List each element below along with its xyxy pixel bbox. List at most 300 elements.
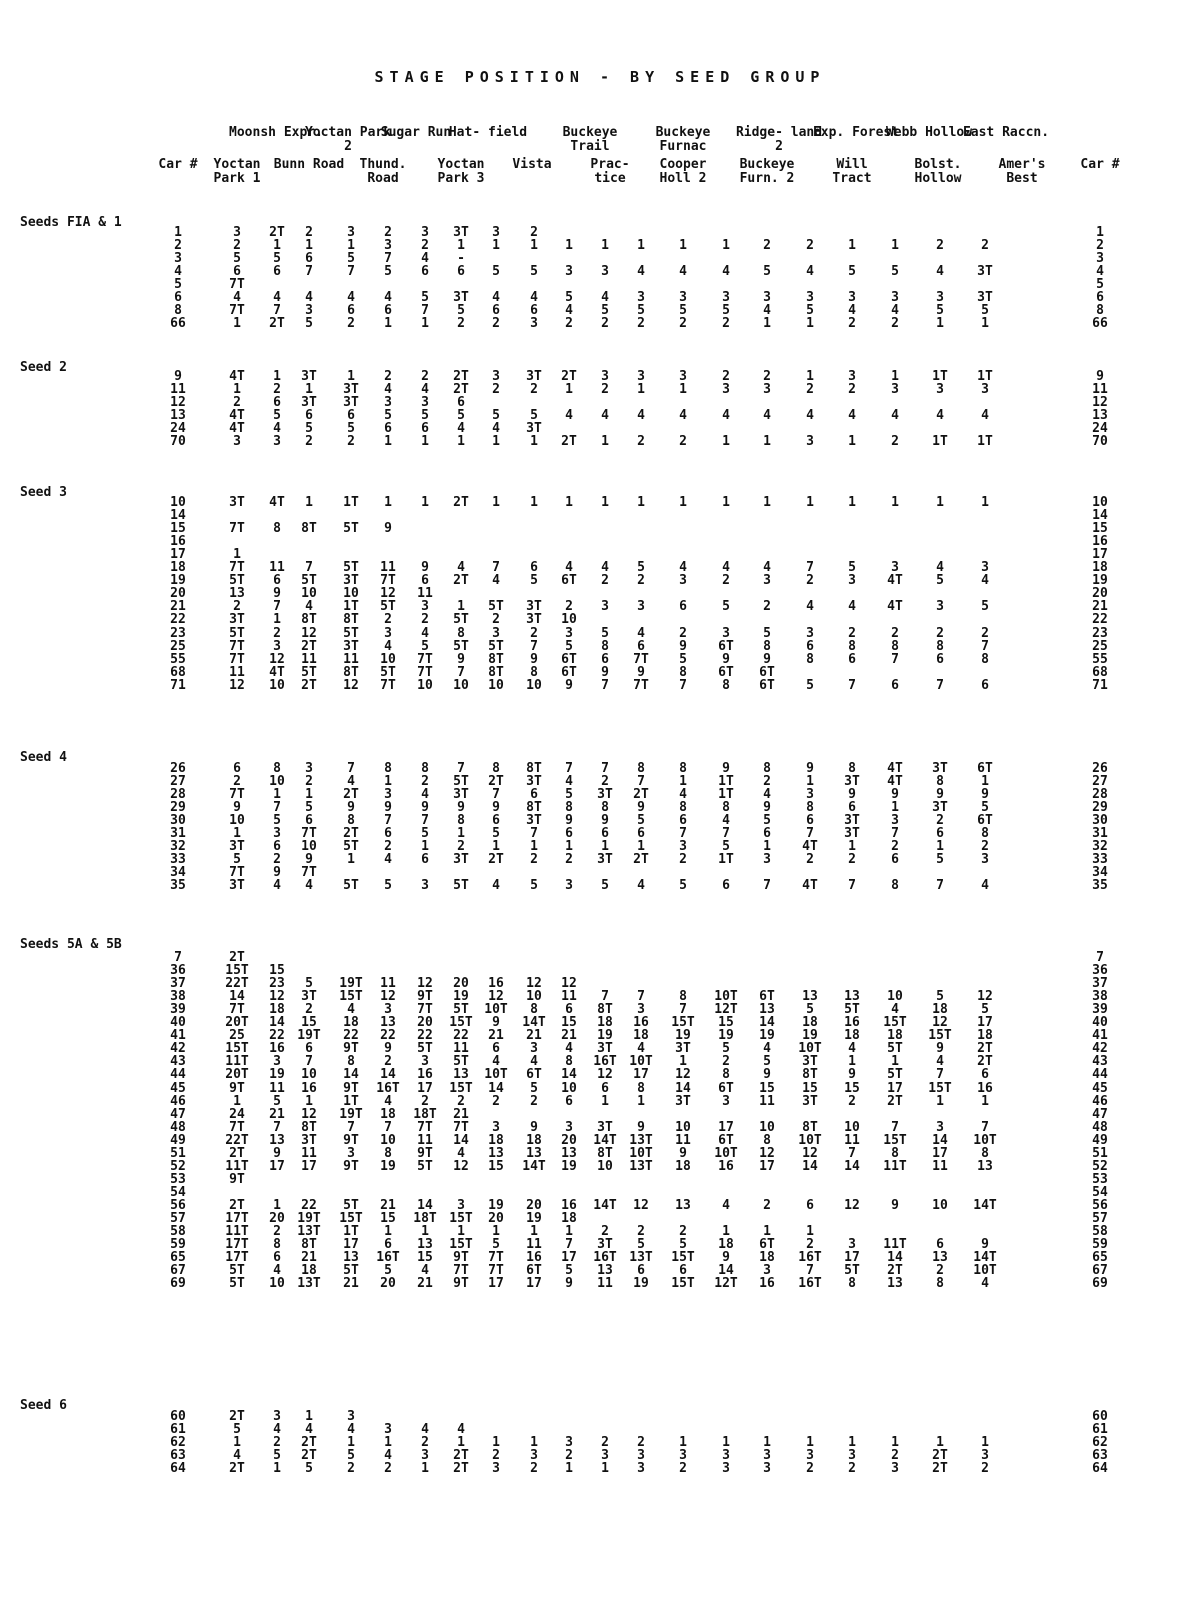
position-cell: 12 <box>844 1197 860 1213</box>
position-cell: 5T <box>343 1197 359 1213</box>
position-cell: 13 <box>229 586 245 602</box>
position-cell: 3 <box>384 1002 392 1018</box>
position-cell: 16 <box>301 1080 317 1096</box>
position-cell: 5 <box>637 303 645 319</box>
car-number-left: 33 <box>170 852 186 868</box>
car-number-right: 44 <box>1092 1067 1108 1083</box>
position-cell: 15 <box>488 1158 504 1174</box>
position-cell: 8 <box>565 1054 573 1070</box>
car-number-right: 53 <box>1092 1171 1108 1187</box>
position-cell: 7 <box>722 826 730 842</box>
position-cell: 4 <box>981 408 989 424</box>
car-number-left: 6 <box>174 290 182 306</box>
position-cell: 3 <box>347 225 355 240</box>
car-number-left: 2 <box>174 238 182 254</box>
position-cell: 7 <box>679 677 687 693</box>
position-cell: 3T <box>597 1119 613 1135</box>
position-cell: 4 <box>384 1093 392 1109</box>
position-cell: 6 <box>679 813 687 829</box>
position-cell: 3 <box>891 382 899 398</box>
position-cell: 25 <box>229 1028 245 1044</box>
position-cell: 19T <box>339 976 363 992</box>
position-cell: 5T <box>453 774 469 790</box>
position-cell: 5 <box>565 1263 573 1279</box>
position-cell: 5 <box>981 1002 989 1018</box>
position-cell: 10T <box>484 1067 508 1083</box>
position-cell: 2 <box>891 839 899 855</box>
car-number-left: 28 <box>170 787 186 803</box>
position-cell: 5 <box>722 599 730 615</box>
position-cell: 3T <box>597 852 613 868</box>
car-number-left: 8 <box>174 303 182 319</box>
position-cell: 21 <box>526 1028 542 1044</box>
car-number-right: 69 <box>1092 1276 1108 1292</box>
position-cell: 2 <box>347 316 355 332</box>
position-cell: 3 <box>273 434 281 450</box>
position-cell: 5 <box>722 1041 730 1057</box>
position-cell: 2 <box>806 1461 814 1477</box>
position-cell: 10 <box>343 586 359 602</box>
position-cell: 3T <box>675 1041 691 1057</box>
position-cell: 13 <box>343 1250 359 1266</box>
position-cell: 21 <box>488 1028 504 1044</box>
position-cell: 2 <box>679 1224 687 1240</box>
car-number-right: 36 <box>1092 963 1108 979</box>
position-cell: 4 <box>679 787 687 803</box>
position-cell: 17 <box>977 1015 993 1031</box>
position-cell: 9 <box>722 761 730 776</box>
position-cell: 22 <box>453 1028 469 1044</box>
position-cell: 9 <box>848 1067 856 1083</box>
position-cell: 4 <box>891 1002 899 1018</box>
position-cell: 18 <box>844 1028 860 1044</box>
position-cell: 2 <box>848 1461 856 1477</box>
position-cell: 1 <box>305 1093 313 1109</box>
position-cell: 3 <box>848 290 856 306</box>
position-cell: 4 <box>763 787 771 803</box>
position-cell: 5 <box>384 1263 392 1279</box>
position-cell: 7 <box>492 560 500 576</box>
position-cell: 7 <box>936 677 944 693</box>
position-cell: 4 <box>273 1422 281 1438</box>
position-cell: 7T <box>229 303 245 319</box>
position-cell: 5 <box>806 1002 814 1018</box>
position-cell: 7T <box>229 865 245 881</box>
position-cell: 5 <box>981 303 989 319</box>
position-cell: 8 <box>457 625 465 641</box>
position-cell: 3 <box>601 369 609 384</box>
position-cell: 3 <box>565 878 573 894</box>
position-cell: 2 <box>305 434 313 450</box>
position-cell: 3T <box>301 395 317 411</box>
header-lower-2: Bunn Road <box>273 157 345 172</box>
car-number-left: 5 <box>174 277 182 293</box>
position-cell: 2T <box>301 1448 317 1464</box>
position-cell: 3 <box>806 434 814 450</box>
position-cell: 7T <box>417 1002 433 1018</box>
position-cell: 3 <box>347 1145 355 1161</box>
car-number-right: 23 <box>1092 625 1108 641</box>
position-cell: 19 <box>633 1276 649 1292</box>
position-cell: 15T <box>928 1028 952 1044</box>
position-cell: 8 <box>273 521 281 537</box>
car-number-left: 34 <box>170 865 186 881</box>
position-cell: 2 <box>305 225 313 240</box>
position-cell: 15T <box>671 1276 695 1292</box>
position-cell: 1T <box>718 787 734 803</box>
position-cell: 2 <box>601 774 609 790</box>
position-cell: 4 <box>936 1054 944 1070</box>
position-cell: 4 <box>492 573 500 589</box>
position-cell: 6T <box>526 1067 542 1083</box>
position-cell: 1 <box>981 495 989 510</box>
position-cell: 3 <box>936 382 944 398</box>
position-cell: 6 <box>637 1263 645 1279</box>
position-cell: 17 <box>844 1250 860 1266</box>
position-cell: 1 <box>848 1054 856 1070</box>
car-number-right: 68 <box>1092 664 1108 680</box>
position-cell: 14T <box>973 1250 997 1266</box>
position-cell: 20T <box>225 1015 249 1031</box>
position-cell: 1 <box>492 839 500 855</box>
position-cell: 11 <box>675 1132 691 1148</box>
position-cell: 9 <box>763 1067 771 1083</box>
position-cell: 19 <box>597 1028 613 1044</box>
position-cell: 11 <box>301 651 317 667</box>
position-cell: 3 <box>273 1409 281 1424</box>
position-cell: 1 <box>763 1435 771 1451</box>
position-cell: 4 <box>384 1448 392 1464</box>
position-cell: 17 <box>633 1067 649 1083</box>
car-number-right: 26 <box>1092 761 1108 776</box>
position-cell: 12T <box>714 1002 738 1018</box>
position-cell: 18 <box>802 1015 818 1031</box>
position-cell: 3 <box>601 599 609 615</box>
position-cell: 9 <box>981 787 989 803</box>
position-cell: 18 <box>597 1015 613 1031</box>
position-cell: 9T <box>229 1080 245 1096</box>
position-cell: 2 <box>637 573 645 589</box>
position-cell: 6T <box>759 1237 775 1253</box>
position-cell: 22 <box>269 1028 285 1044</box>
position-cell: 5 <box>233 1422 241 1438</box>
position-cell: 15T <box>339 1211 363 1226</box>
position-cell: 18 <box>759 1250 775 1266</box>
position-cell: 11 <box>417 586 433 602</box>
position-cell: 1 <box>891 1054 899 1070</box>
position-cell: 2 <box>936 813 944 829</box>
position-cell: 1 <box>347 369 355 384</box>
position-cell: 2 <box>637 316 645 332</box>
position-cell: 2 <box>273 1435 281 1451</box>
position-cell: 5T <box>844 1263 860 1279</box>
position-cell: 5 <box>806 303 814 319</box>
position-cell: 8T <box>343 612 359 628</box>
position-cell: 2 <box>530 225 538 240</box>
position-cell: 17T <box>225 1211 249 1226</box>
position-cell: 11 <box>301 1145 317 1161</box>
position-cell: 1 <box>601 1093 609 1109</box>
position-cell: 6 <box>565 1002 573 1018</box>
position-cell: 19 <box>718 1028 734 1044</box>
position-cell: 3 <box>565 1119 573 1135</box>
position-cell: 7 <box>891 1119 899 1135</box>
position-cell: 21 <box>561 1028 577 1044</box>
position-cell: 4 <box>457 1145 465 1161</box>
position-cell: 4 <box>384 290 392 306</box>
position-cell: 10T <box>714 1145 738 1161</box>
position-cell: 1 <box>233 1093 241 1109</box>
car-number-left: 30 <box>170 813 186 829</box>
position-cell: 3 <box>421 599 429 615</box>
position-cell: 22 <box>380 1028 396 1044</box>
position-cell: 1 <box>637 495 645 510</box>
position-cell: 7T <box>417 1119 433 1135</box>
position-cell: 2 <box>347 434 355 450</box>
position-cell: 8 <box>763 1132 771 1148</box>
car-number-right: 15 <box>1092 521 1108 537</box>
position-cell: 5 <box>305 976 313 992</box>
car-number-right: 51 <box>1092 1145 1108 1161</box>
position-cell: 1 <box>722 1224 730 1240</box>
car-number-left: 55 <box>170 651 186 667</box>
position-cell: 9 <box>637 664 645 680</box>
position-cell: 15T <box>883 1132 907 1148</box>
position-cell: 3 <box>763 1448 771 1464</box>
position-cell: 4 <box>637 1041 645 1057</box>
position-cell: 7 <box>936 1067 944 1083</box>
position-cell: 2 <box>679 852 687 868</box>
position-cell: 8T <box>488 651 504 667</box>
position-cell: 20T <box>225 1067 249 1083</box>
position-cell: 1 <box>891 495 899 510</box>
position-cell: 1 <box>806 495 814 510</box>
position-cell: 8 <box>601 800 609 816</box>
position-cell: 17 <box>269 1158 285 1174</box>
car-number-left: 31 <box>170 826 186 842</box>
position-cell: 1 <box>457 238 465 254</box>
position-cell: 6T <box>718 638 734 654</box>
position-cell: 7 <box>384 1119 392 1135</box>
position-cell: 8 <box>457 813 465 829</box>
position-cell: 6 <box>637 826 645 842</box>
position-cell: 7 <box>806 826 814 842</box>
position-cell: 2T <box>229 1145 245 1161</box>
position-cell: 7 <box>679 1002 687 1018</box>
position-cell: 2 <box>384 612 392 628</box>
position-cell: 2T <box>977 1041 993 1057</box>
position-cell: 3T <box>343 395 359 411</box>
position-cell: 12 <box>526 976 542 992</box>
position-cell: 21 <box>301 1250 317 1266</box>
position-cell: 17 <box>526 1276 542 1292</box>
position-cell: 6 <box>679 599 687 615</box>
position-cell: 13 <box>844 989 860 1005</box>
car-number-left: 18 <box>170 560 186 576</box>
position-cell: 8 <box>722 1067 730 1083</box>
position-cell: 6 <box>763 826 771 842</box>
car-number-left: 48 <box>170 1119 186 1135</box>
position-cell: 2T <box>301 677 317 693</box>
position-cell: 1 <box>530 434 538 450</box>
position-cell: 2 <box>848 316 856 332</box>
position-cell: 2 <box>679 434 687 450</box>
car-number-left: 60 <box>170 1409 186 1424</box>
position-cell: 1 <box>565 238 573 254</box>
position-cell: 13 <box>887 1276 903 1292</box>
position-cell: 15T <box>225 1041 249 1057</box>
position-cell: 10T <box>484 1002 508 1018</box>
position-cell: 1 <box>492 434 500 450</box>
car-number-left: 22 <box>170 612 186 628</box>
position-cell: 5 <box>384 878 392 894</box>
position-cell: 5T <box>343 839 359 855</box>
position-cell: 2T <box>301 1435 317 1451</box>
position-cell: 17T <box>225 1250 249 1266</box>
position-cell: 3 <box>891 813 899 829</box>
position-cell: 5 <box>848 560 856 576</box>
position-cell: 6T <box>759 664 775 680</box>
position-cell: 3 <box>565 1435 573 1451</box>
position-cell: 4T <box>887 774 903 790</box>
position-cell: 4 <box>763 408 771 424</box>
position-cell: 5 <box>305 800 313 816</box>
position-cell: 11 <box>759 1093 775 1109</box>
position-cell: 2 <box>806 238 814 254</box>
position-cell: 5 <box>347 421 355 437</box>
position-cell: 4 <box>233 1448 241 1464</box>
position-cell: 1 <box>492 1435 500 1451</box>
header-lower-9: Will Tract <box>832 157 872 186</box>
position-cell: 3T <box>977 264 993 280</box>
position-cell: 14 <box>561 1067 577 1083</box>
car-number-right: 61 <box>1092 1422 1108 1438</box>
position-cell: 2T <box>977 1054 993 1070</box>
car-number-left: 37 <box>170 976 186 992</box>
position-cell: 18T <box>413 1211 437 1226</box>
car-number-left: 63 <box>170 1448 186 1464</box>
position-cell: 5 <box>233 251 241 267</box>
position-cell: 20 <box>269 1211 285 1226</box>
position-cell: 9 <box>457 800 465 816</box>
position-cell: 8 <box>273 1237 281 1253</box>
position-cell: 16T <box>798 1250 822 1266</box>
position-cell: 8 <box>530 1002 538 1018</box>
position-cell: 2 <box>273 625 281 641</box>
position-cell: 1 <box>848 495 856 510</box>
position-cell: 5 <box>347 1448 355 1464</box>
position-cell: 2T <box>453 1461 469 1477</box>
position-cell: 6 <box>305 1041 313 1057</box>
position-cell: 5 <box>565 787 573 803</box>
position-cell: 1 <box>421 1224 429 1240</box>
car-number-left: 44 <box>170 1067 186 1083</box>
position-cell: 10T <box>973 1132 997 1148</box>
position-cell: 4 <box>601 290 609 306</box>
car-number-right: 40 <box>1092 1015 1108 1031</box>
header-upper-5: Buckeye Furnac <box>655 125 711 154</box>
position-cell: 8 <box>981 826 989 842</box>
position-cell: 4 <box>273 878 281 894</box>
car-number-left: 21 <box>170 599 186 615</box>
car-number-left: 62 <box>170 1435 186 1451</box>
position-cell: 6 <box>981 677 989 693</box>
position-cell: 9 <box>891 787 899 803</box>
position-cell: 10 <box>380 1132 396 1148</box>
position-cell: 9 <box>722 1250 730 1266</box>
position-cell: 5 <box>981 800 989 816</box>
position-cell: 10 <box>759 1119 775 1135</box>
position-cell: 3 <box>763 573 771 589</box>
position-cell: 6 <box>492 303 500 319</box>
position-cell: 19 <box>453 989 469 1005</box>
position-cell: 14 <box>453 1132 469 1148</box>
car-number-right: 17 <box>1092 547 1108 563</box>
position-cell: 10 <box>269 677 285 693</box>
position-cell: 4 <box>637 878 645 894</box>
position-cell: 1 <box>305 382 313 398</box>
position-cell: 9 <box>891 1197 899 1213</box>
position-cell: 5 <box>637 1237 645 1253</box>
header-upper-0: Moonsh Expr. <box>229 125 323 140</box>
position-cell: 3 <box>848 1237 856 1253</box>
position-cell: 13 <box>380 1015 396 1031</box>
position-cell: 2 <box>384 839 392 855</box>
position-cell: 7 <box>848 1145 856 1161</box>
position-cell: 11 <box>380 976 396 992</box>
position-cell: 1 <box>384 1435 392 1451</box>
position-cell: 2 <box>936 238 944 254</box>
car-number-right: 33 <box>1092 852 1108 868</box>
position-cell: 2 <box>981 625 989 641</box>
header-lower-3: Thund. Road <box>359 157 407 186</box>
position-cell: 1 <box>763 839 771 855</box>
position-cell: 11 <box>343 651 359 667</box>
position-cell: 1T <box>977 369 993 384</box>
position-cell: 7 <box>305 264 313 280</box>
position-cell: 13T <box>629 1132 653 1148</box>
position-cell: 7T <box>229 651 245 667</box>
position-cell: 2 <box>421 238 429 254</box>
position-cell: 10 <box>526 989 542 1005</box>
position-cell: 7T <box>453 1119 469 1135</box>
position-cell: 8 <box>384 1145 392 1161</box>
position-cell: 6 <box>806 1197 814 1213</box>
position-cell: 5 <box>421 408 429 424</box>
position-cell: 6 <box>233 761 241 776</box>
position-cell: 9 <box>637 800 645 816</box>
position-cell: 16 <box>269 1041 285 1057</box>
position-cell: 2 <box>457 839 465 855</box>
car-number-left: 42 <box>170 1041 186 1057</box>
position-cell: 19 <box>380 1158 396 1174</box>
position-cell: 6T <box>759 677 775 693</box>
position-cell: 17 <box>343 1237 359 1253</box>
car-number-right: 70 <box>1092 434 1108 450</box>
position-cell: 1T <box>932 434 948 450</box>
position-cell: 4 <box>305 1422 313 1438</box>
position-cell: 1 <box>806 369 814 384</box>
position-cell: 18 <box>561 1211 577 1226</box>
position-cell: 3 <box>981 382 989 398</box>
position-cell: 1 <box>806 1224 814 1240</box>
position-cell: 1 <box>637 1093 645 1109</box>
position-cell: 13T <box>297 1276 321 1292</box>
position-cell: 3 <box>637 369 645 384</box>
position-cell: 9 <box>457 651 465 667</box>
position-cell: 2 <box>722 1054 730 1070</box>
position-cell: 9 <box>273 1145 281 1161</box>
